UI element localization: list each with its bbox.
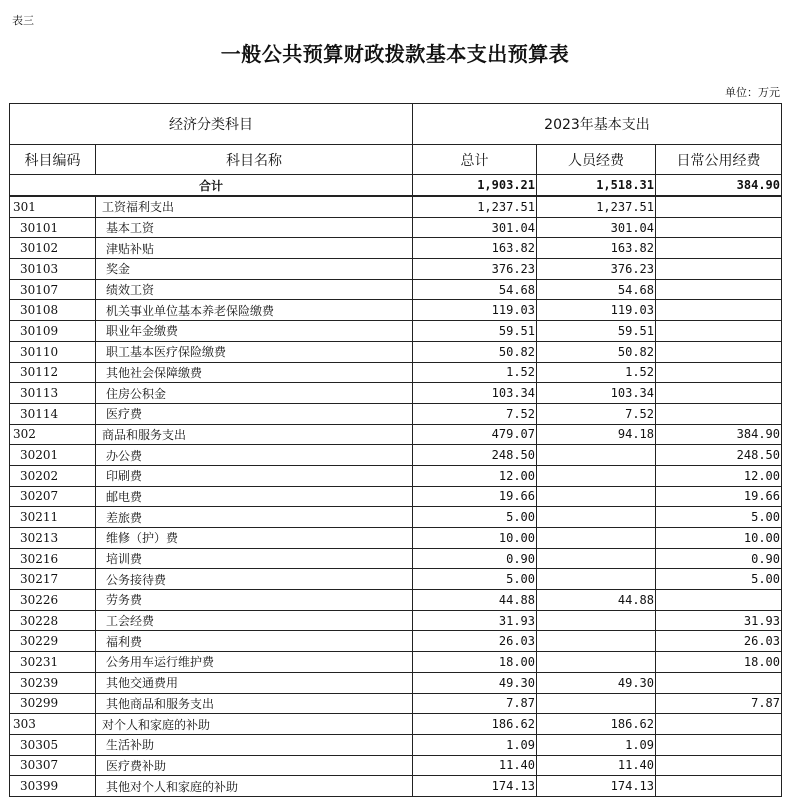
row-name: 其他交通费用 bbox=[96, 672, 413, 693]
row-code: 302 bbox=[10, 424, 96, 445]
row-total: 1.09 bbox=[413, 734, 537, 755]
row-code: 30226 bbox=[10, 590, 96, 611]
row-personnel: 103.34 bbox=[537, 383, 656, 404]
row-code: 30217 bbox=[10, 569, 96, 590]
page-title: 一般公共预算财政拨款基本支出预算表 bbox=[220, 42, 570, 66]
total-sum: 1,903.21 bbox=[413, 175, 537, 197]
row-total: 479.07 bbox=[413, 424, 537, 445]
row-personnel: 186.62 bbox=[537, 714, 656, 735]
row-public: 384.90 bbox=[656, 424, 782, 445]
row-total: 7.52 bbox=[413, 403, 537, 424]
row-public bbox=[656, 279, 782, 300]
row-name: 基本工资 bbox=[96, 217, 413, 238]
row-public: 10.00 bbox=[656, 528, 782, 549]
row-total: 0.90 bbox=[413, 548, 537, 569]
table-row bbox=[10, 528, 782, 549]
row-public: 5.00 bbox=[656, 569, 782, 590]
row-code: 30101 bbox=[10, 217, 96, 238]
row-public bbox=[656, 590, 782, 611]
table-number-label: 表三 bbox=[12, 14, 34, 27]
row-personnel: 94.18 bbox=[537, 424, 656, 445]
table-row bbox=[10, 755, 782, 776]
table-row bbox=[10, 507, 782, 528]
row-total: 1.52 bbox=[413, 362, 537, 383]
row-public: 7.87 bbox=[656, 693, 782, 714]
row-public: 0.90 bbox=[656, 548, 782, 569]
row-code: 30299 bbox=[10, 693, 96, 714]
row-code: 30201 bbox=[10, 445, 96, 466]
table-row bbox=[10, 341, 782, 362]
row-personnel: 1,237.51 bbox=[537, 196, 656, 217]
header-total: 总计 bbox=[413, 145, 537, 175]
row-code: 30102 bbox=[10, 238, 96, 259]
row-personnel bbox=[537, 548, 656, 569]
total-public: 384.90 bbox=[656, 175, 782, 197]
row-public bbox=[656, 196, 782, 217]
row-total: 50.82 bbox=[413, 341, 537, 362]
row-name: 生活补助 bbox=[96, 734, 413, 755]
row-name: 职业年金缴费 bbox=[96, 321, 413, 342]
row-code: 30231 bbox=[10, 652, 96, 673]
table-row bbox=[10, 486, 782, 507]
row-public: 5.00 bbox=[656, 507, 782, 528]
row-public bbox=[656, 321, 782, 342]
unit-label: 单位：万元 bbox=[725, 86, 780, 99]
table-row bbox=[10, 548, 782, 569]
row-name: 津贴补贴 bbox=[96, 238, 413, 259]
row-name: 维修（护）费 bbox=[96, 528, 413, 549]
row-public bbox=[656, 672, 782, 693]
row-public: 12.00 bbox=[656, 465, 782, 486]
row-public bbox=[656, 714, 782, 735]
row-personnel: 7.52 bbox=[537, 403, 656, 424]
row-personnel bbox=[537, 507, 656, 528]
header-code: 科目编码 bbox=[10, 145, 96, 175]
row-personnel: 54.68 bbox=[537, 279, 656, 300]
row-code: 30211 bbox=[10, 507, 96, 528]
row-total: 59.51 bbox=[413, 321, 537, 342]
row-code: 30307 bbox=[10, 755, 96, 776]
row-name: 对个人和家庭的补助 bbox=[96, 714, 413, 735]
row-name: 工会经费 bbox=[96, 610, 413, 631]
header-public: 日常公用经费 bbox=[656, 145, 782, 175]
row-code: 30107 bbox=[10, 279, 96, 300]
header-basic-expenditure: 2023年基本支出 bbox=[413, 104, 782, 145]
row-code: 30109 bbox=[10, 321, 96, 342]
row-name: 奖金 bbox=[96, 259, 413, 280]
row-name: 职工基本医疗保险缴费 bbox=[96, 341, 413, 362]
row-name: 其他社会保障缴费 bbox=[96, 362, 413, 383]
row-personnel: 163.82 bbox=[537, 238, 656, 259]
row-name: 医疗费 bbox=[96, 403, 413, 424]
row-public bbox=[656, 383, 782, 404]
row-personnel: 50.82 bbox=[537, 341, 656, 362]
row-name: 劳务费 bbox=[96, 590, 413, 611]
header-row-columns bbox=[10, 145, 782, 175]
row-code: 30202 bbox=[10, 465, 96, 486]
category-row bbox=[10, 714, 782, 735]
row-name: 商品和服务支出 bbox=[96, 424, 413, 445]
row-name: 其他商品和服务支出 bbox=[96, 693, 413, 714]
row-personnel bbox=[537, 445, 656, 466]
row-total: 376.23 bbox=[413, 259, 537, 280]
row-code: 30113 bbox=[10, 383, 96, 404]
header-row-group bbox=[10, 104, 782, 145]
row-code: 30110 bbox=[10, 341, 96, 362]
row-public bbox=[656, 362, 782, 383]
row-code: 30229 bbox=[10, 631, 96, 652]
row-personnel: 174.13 bbox=[537, 776, 656, 797]
row-code: 30305 bbox=[10, 734, 96, 755]
row-name: 医疗费补助 bbox=[96, 755, 413, 776]
row-public: 26.03 bbox=[656, 631, 782, 652]
row-code: 30207 bbox=[10, 486, 96, 507]
row-code: 30228 bbox=[10, 610, 96, 631]
table-row bbox=[10, 300, 782, 321]
row-total: 248.50 bbox=[413, 445, 537, 466]
row-total: 26.03 bbox=[413, 631, 537, 652]
row-total: 119.03 bbox=[413, 300, 537, 321]
row-personnel bbox=[537, 693, 656, 714]
row-code: 30112 bbox=[10, 362, 96, 383]
row-name: 其他对个人和家庭的补助 bbox=[96, 776, 413, 797]
row-personnel bbox=[537, 486, 656, 507]
row-total: 10.00 bbox=[413, 528, 537, 549]
row-name: 机关事业单位基本养老保险缴费 bbox=[96, 300, 413, 321]
row-public bbox=[656, 734, 782, 755]
row-name: 印刷费 bbox=[96, 465, 413, 486]
table-row bbox=[10, 569, 782, 590]
row-code: 30114 bbox=[10, 403, 96, 424]
row-public bbox=[656, 217, 782, 238]
row-personnel: 11.40 bbox=[537, 755, 656, 776]
row-name: 差旅费 bbox=[96, 507, 413, 528]
row-public bbox=[656, 300, 782, 321]
row-public bbox=[656, 755, 782, 776]
row-personnel bbox=[537, 610, 656, 631]
table-row bbox=[10, 652, 782, 673]
row-public: 18.00 bbox=[656, 652, 782, 673]
table-row bbox=[10, 631, 782, 652]
row-personnel: 49.30 bbox=[537, 672, 656, 693]
table-row bbox=[10, 590, 782, 611]
table-row bbox=[10, 217, 782, 238]
category-row bbox=[10, 424, 782, 445]
row-name: 公务接待费 bbox=[96, 569, 413, 590]
row-total: 12.00 bbox=[413, 465, 537, 486]
header-personnel: 人员经费 bbox=[537, 145, 656, 175]
row-total: 103.34 bbox=[413, 383, 537, 404]
row-code: 30399 bbox=[10, 776, 96, 797]
total-label: 合计 bbox=[10, 175, 413, 197]
budget-table bbox=[9, 103, 782, 797]
table-row bbox=[10, 776, 782, 797]
table-row bbox=[10, 403, 782, 424]
row-name: 邮电费 bbox=[96, 486, 413, 507]
row-total: 1,237.51 bbox=[413, 196, 537, 217]
header-name: 科目名称 bbox=[96, 145, 413, 175]
row-total: 54.68 bbox=[413, 279, 537, 300]
row-code: 303 bbox=[10, 714, 96, 735]
row-public: 248.50 bbox=[656, 445, 782, 466]
row-name: 绩效工资 bbox=[96, 279, 413, 300]
row-total: 44.88 bbox=[413, 590, 537, 611]
row-total: 186.62 bbox=[413, 714, 537, 735]
row-total: 5.00 bbox=[413, 507, 537, 528]
row-personnel bbox=[537, 528, 656, 549]
row-personnel: 59.51 bbox=[537, 321, 656, 342]
row-personnel: 1.52 bbox=[537, 362, 656, 383]
row-total: 301.04 bbox=[413, 217, 537, 238]
row-personnel: 119.03 bbox=[537, 300, 656, 321]
row-personnel bbox=[537, 569, 656, 590]
row-public bbox=[656, 259, 782, 280]
row-public: 31.93 bbox=[656, 610, 782, 631]
row-name: 福利费 bbox=[96, 631, 413, 652]
category-row bbox=[10, 196, 782, 217]
table-row bbox=[10, 672, 782, 693]
row-total: 31.93 bbox=[413, 610, 537, 631]
table-row bbox=[10, 383, 782, 404]
table-row bbox=[10, 734, 782, 755]
table-row bbox=[10, 445, 782, 466]
total-row bbox=[10, 175, 782, 197]
row-public: 19.66 bbox=[656, 486, 782, 507]
row-public bbox=[656, 238, 782, 259]
header-economic-category: 经济分类科目 bbox=[10, 104, 413, 145]
total-personnel: 1,518.31 bbox=[537, 175, 656, 197]
table-row bbox=[10, 610, 782, 631]
row-personnel: 376.23 bbox=[537, 259, 656, 280]
table-row bbox=[10, 693, 782, 714]
table-row bbox=[10, 259, 782, 280]
row-total: 163.82 bbox=[413, 238, 537, 259]
table-row bbox=[10, 321, 782, 342]
table-row bbox=[10, 238, 782, 259]
row-personnel: 301.04 bbox=[537, 217, 656, 238]
row-personnel bbox=[537, 631, 656, 652]
table-row bbox=[10, 279, 782, 300]
row-public bbox=[656, 776, 782, 797]
row-personnel: 1.09 bbox=[537, 734, 656, 755]
row-personnel: 44.88 bbox=[537, 590, 656, 611]
row-public bbox=[656, 341, 782, 362]
row-name: 工资福利支出 bbox=[96, 196, 413, 217]
row-total: 18.00 bbox=[413, 652, 537, 673]
row-total: 5.00 bbox=[413, 569, 537, 590]
row-total: 49.30 bbox=[413, 672, 537, 693]
row-name: 培训费 bbox=[96, 548, 413, 569]
row-code: 30239 bbox=[10, 672, 96, 693]
row-code: 30213 bbox=[10, 528, 96, 549]
row-name: 公务用车运行维护费 bbox=[96, 652, 413, 673]
table-row bbox=[10, 465, 782, 486]
row-total: 7.87 bbox=[413, 693, 537, 714]
row-total: 174.13 bbox=[413, 776, 537, 797]
row-total: 11.40 bbox=[413, 755, 537, 776]
row-name: 住房公积金 bbox=[96, 383, 413, 404]
row-total: 19.66 bbox=[413, 486, 537, 507]
row-code: 30108 bbox=[10, 300, 96, 321]
row-code: 301 bbox=[10, 196, 96, 217]
table-row bbox=[10, 362, 782, 383]
row-personnel bbox=[537, 652, 656, 673]
row-code: 30216 bbox=[10, 548, 96, 569]
row-code: 30103 bbox=[10, 259, 96, 280]
row-name: 办公费 bbox=[96, 445, 413, 466]
row-personnel bbox=[537, 465, 656, 486]
row-public bbox=[656, 403, 782, 424]
